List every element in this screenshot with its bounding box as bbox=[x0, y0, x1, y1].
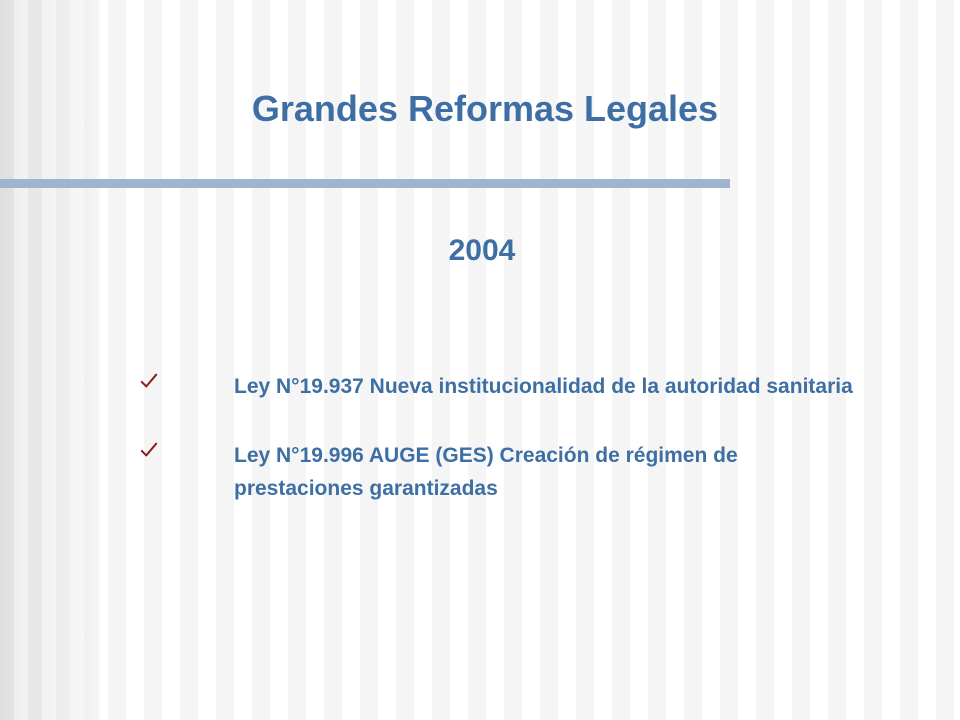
year-heading: 2004 bbox=[448, 234, 516, 267]
check-icon bbox=[140, 372, 158, 390]
title-divider bbox=[0, 179, 730, 188]
law-text: Ley N°19.937 Nueva institucionalidad de la autoridad sanitaria bbox=[234, 375, 853, 398]
law-text: Ley N°19.996 AUGE (GES) Creación de régimen de prestaciones garantizadas bbox=[234, 444, 738, 500]
slide-title: Grandes Reformas Legales bbox=[251, 88, 719, 129]
list-item bbox=[140, 370, 860, 403]
check-icon bbox=[140, 441, 158, 459]
law-list bbox=[140, 370, 860, 541]
list-item bbox=[140, 439, 860, 505]
